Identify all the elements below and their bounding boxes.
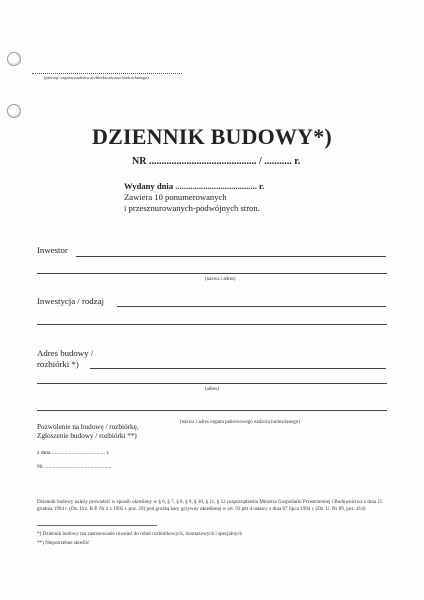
address-caption: (adres) — [205, 387, 219, 392]
investment-field-line-2 — [37, 324, 387, 325]
stamp-caption: (pieczęć organu nadzoru architektoniczno-budowlanego) — [44, 75, 149, 80]
site-address-field-line-1 — [90, 368, 386, 369]
legal-notice: Dziennik budowy należy prowadzić w sposób określony w § 6, § 7, § 8, § 9, § 10, § 11, § 12 rozporządzenia Ministra Gospodarki Przestrzennej i Budownictwa z dnia 15 grudnia 1994 r. (Dz. Urz. R.P. Nr 2 z 1995 r. poz. 29) pod groźbą kary grzywny określonej w art. 93 pkt 4 ustawy z dnia 07 lipca 1994 r. (Dz. U. Nr 89, poz. 414) — [37, 499, 383, 513]
site-address-label-1: Adres budowy / — [37, 348, 94, 358]
authority-field-line — [37, 410, 387, 411]
punch-hole-bottom — [7, 104, 21, 118]
document-title: DZIENNIK BUDOWY*) — [92, 124, 332, 149]
investor-field-line-2 — [37, 273, 387, 274]
site-address-label-2: rozbiórki *) — [37, 359, 79, 369]
stamp-line — [32, 73, 182, 74]
site-address-field-line-2 — [37, 383, 387, 384]
permit-line-2: Zgłoszenie budowy / rozbiórki **) — [37, 432, 137, 440]
footnote-2: **) Niepotrzebne skreślić — [37, 540, 90, 546]
investor-field-line-1 — [76, 256, 386, 257]
permit-date-line: z dnia ...................................... r. — [37, 450, 110, 456]
permit-line-1: Pozwolenie na budowę / rozbiórkę, — [37, 423, 139, 431]
footnote-1: *) Dziennik budowy ma zastosowanie również do robót rozbiórkowych, montażowych i specjalnych — [37, 531, 243, 537]
investment-field-line-1 — [117, 306, 386, 307]
name-address-caption: (nazwa i adres) — [205, 277, 236, 282]
authority-caption: (nazwa i adres organu państwowego nadzoru budowlanego) — [180, 420, 300, 425]
permit-number-line: Nr ................................................ — [37, 464, 112, 470]
pages-info-line-1: Zawiera 10 ponumerowanych — [124, 192, 227, 202]
pages-info-line-2: i przesznurowanych-podwójnych stron. — [124, 203, 260, 213]
punch-hole-top — [7, 52, 21, 66]
investor-label: Inwestor — [37, 245, 68, 255]
issued-date-line: Wydany dnia ...................................... r. — [124, 181, 265, 191]
footnote-separator — [37, 525, 157, 526]
pages-info — [124, 192, 260, 214]
register-number-line: NR ........................................... / ........... r. — [132, 156, 301, 167]
permit-block — [37, 423, 139, 441]
investment-label: Inwestycja / rodzaj — [37, 296, 104, 306]
